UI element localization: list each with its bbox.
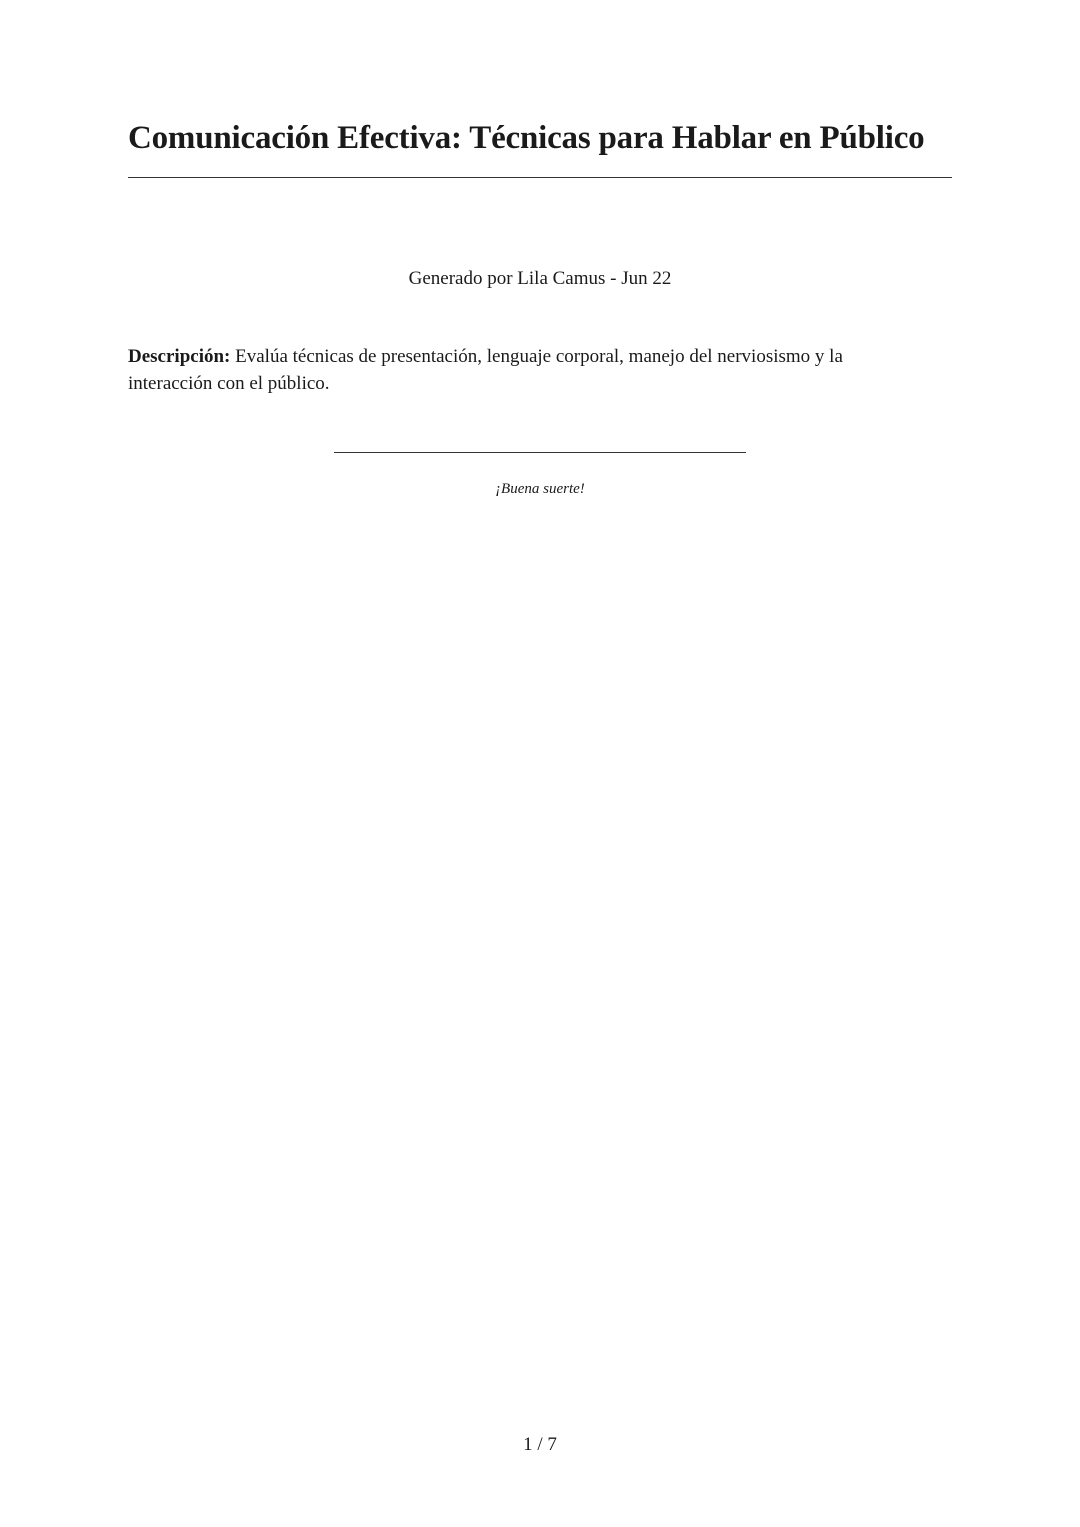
author-date-line: Generado por Lila Camus - Jun 22 [408,268,672,289]
page-title: Comunicación Efectiva: Técnicas para Hablar en Público [128,120,925,156]
page-number: 1 / 7 [523,1434,557,1455]
section-divider [334,452,746,453]
description-text: Evalúa técnicas de presentación, lenguaje corporal, manejo del nerviosismo y la interacción con el público. [128,346,843,394]
description-paragraph [128,343,918,397]
title-divider [128,177,952,178]
closing-message: ¡Buena suerte! [495,481,585,497]
description-label: Descripción: [128,346,231,367]
